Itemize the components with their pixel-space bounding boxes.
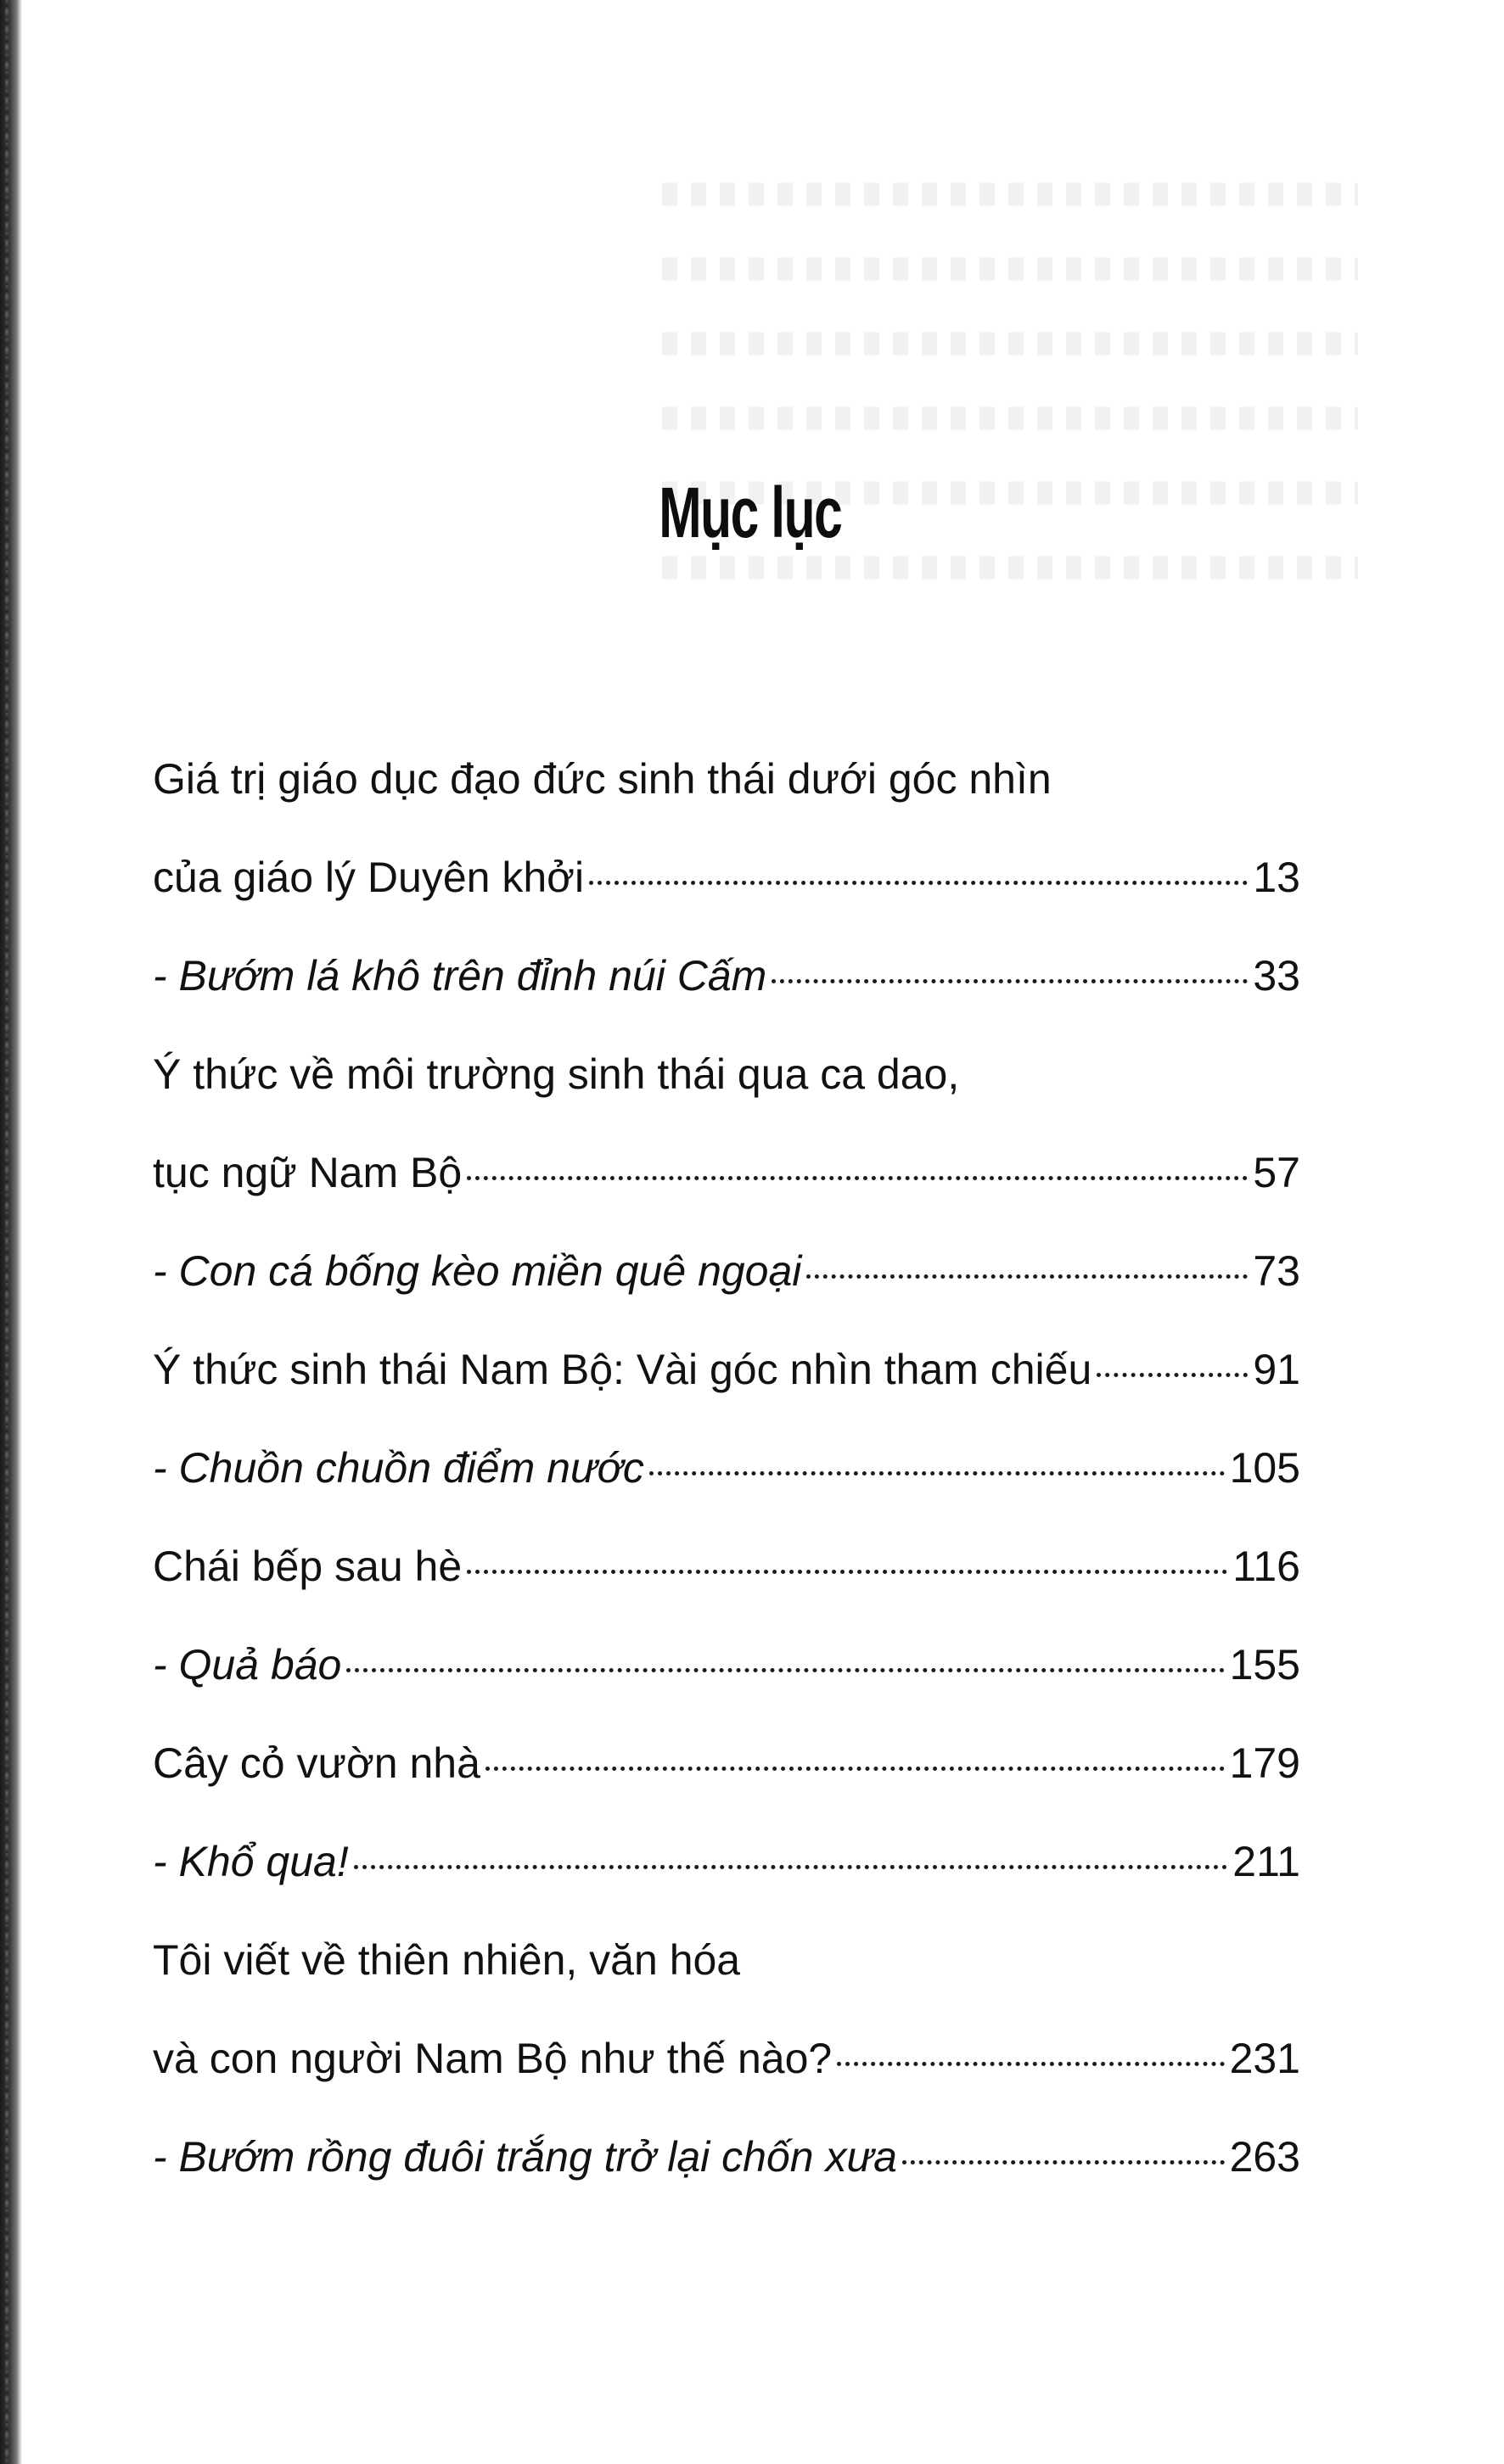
page-spine-edge bbox=[0, 0, 22, 2464]
dot-leader bbox=[467, 1176, 1248, 1180]
toc-entry-page: 179 bbox=[1229, 1739, 1300, 1787]
toc-entry[interactable] bbox=[153, 1812, 1300, 1911]
toc-entry-title: và con người Nam Bộ như thế nào? bbox=[153, 2035, 833, 2082]
toc-entry-page: 91 bbox=[1253, 1346, 1300, 1393]
dot-leader bbox=[649, 1471, 1225, 1476]
toc-entry-title: - Chuồn chuồn điểm nước bbox=[153, 1444, 644, 1492]
toc-entry-page: 57 bbox=[1253, 1149, 1300, 1196]
toc-entry-title: - Bướm lá khô trên đỉnh núi Cấm bbox=[153, 952, 767, 1000]
dot-leader bbox=[485, 1767, 1225, 1771]
toc-entry-page: 231 bbox=[1229, 2035, 1300, 2082]
toc-entry-title: - Con cá bống kèo miền quê ngoại bbox=[153, 1247, 802, 1295]
toc-entry-title: - Bướm rồng đuôi trắng trở lại chốn xưa bbox=[153, 2133, 897, 2181]
table-of-contents bbox=[153, 730, 1300, 2206]
toc-entry-page: 13 bbox=[1253, 854, 1300, 901]
toc-entry-first-line: Giá trị giáo dục đạo đức sinh thái dưới góc nhìn bbox=[153, 755, 1052, 803]
toc-entry[interactable] bbox=[153, 730, 1300, 927]
toc-entry-title: Chái bếp sau hè bbox=[153, 1543, 463, 1590]
dot-leader bbox=[1097, 1373, 1248, 1377]
toc-entry[interactable] bbox=[153, 1911, 1300, 2108]
toc-entry-title: của giáo lý Duyên khởi bbox=[153, 854, 585, 901]
toc-entry[interactable] bbox=[153, 2108, 1300, 2206]
toc-entry-first-line: Tôi viết về thiên nhiên, văn hóa bbox=[153, 1936, 741, 1984]
toc-entry-title: Cây cỏ vườn nhà bbox=[153, 1739, 480, 1787]
toc-entry-page: 33 bbox=[1253, 952, 1300, 1000]
toc-entry[interactable] bbox=[153, 1419, 1300, 1517]
toc-entry-title: - Quả báo bbox=[153, 1641, 342, 1688]
toc-entry[interactable] bbox=[153, 927, 1300, 1025]
dot-leader bbox=[354, 1865, 1228, 1869]
toc-entry-page: 263 bbox=[1229, 2133, 1300, 2181]
show-through-text bbox=[662, 161, 1358, 738]
dot-leader bbox=[589, 881, 1248, 885]
toc-entry-page: 73 bbox=[1253, 1247, 1300, 1295]
dot-leader bbox=[346, 1668, 1224, 1672]
page-title: Mục lục bbox=[659, 473, 842, 553]
toc-entry-page: 211 bbox=[1232, 1838, 1300, 1885]
toc-entry[interactable] bbox=[153, 1320, 1300, 1419]
toc-entry-page: 105 bbox=[1229, 1444, 1300, 1492]
toc-entry[interactable] bbox=[153, 1517, 1300, 1616]
toc-entry-first-line: Ý thức về môi trường sinh thái qua ca dao, bbox=[153, 1050, 960, 1098]
toc-entry[interactable] bbox=[153, 1025, 1300, 1222]
toc-entry-title: tục ngữ Nam Bộ bbox=[153, 1149, 463, 1196]
toc-entry-page: 155 bbox=[1229, 1641, 1300, 1688]
dot-leader bbox=[772, 979, 1248, 983]
toc-entry[interactable] bbox=[153, 1222, 1300, 1320]
toc-entry[interactable] bbox=[153, 1616, 1300, 1714]
dot-leader bbox=[467, 1570, 1227, 1574]
dot-leader bbox=[806, 1274, 1248, 1279]
toc-entry[interactable] bbox=[153, 1714, 1300, 1812]
toc-entry-page: 116 bbox=[1232, 1543, 1300, 1590]
toc-entry-title: Ý thức sinh thái Nam Bộ: Vài góc nhìn tham chiếu bbox=[153, 1346, 1092, 1393]
dot-leader bbox=[837, 2062, 1224, 2066]
dot-leader bbox=[902, 2160, 1225, 2164]
toc-entry-title: - Khổ qua! bbox=[153, 1838, 349, 1885]
